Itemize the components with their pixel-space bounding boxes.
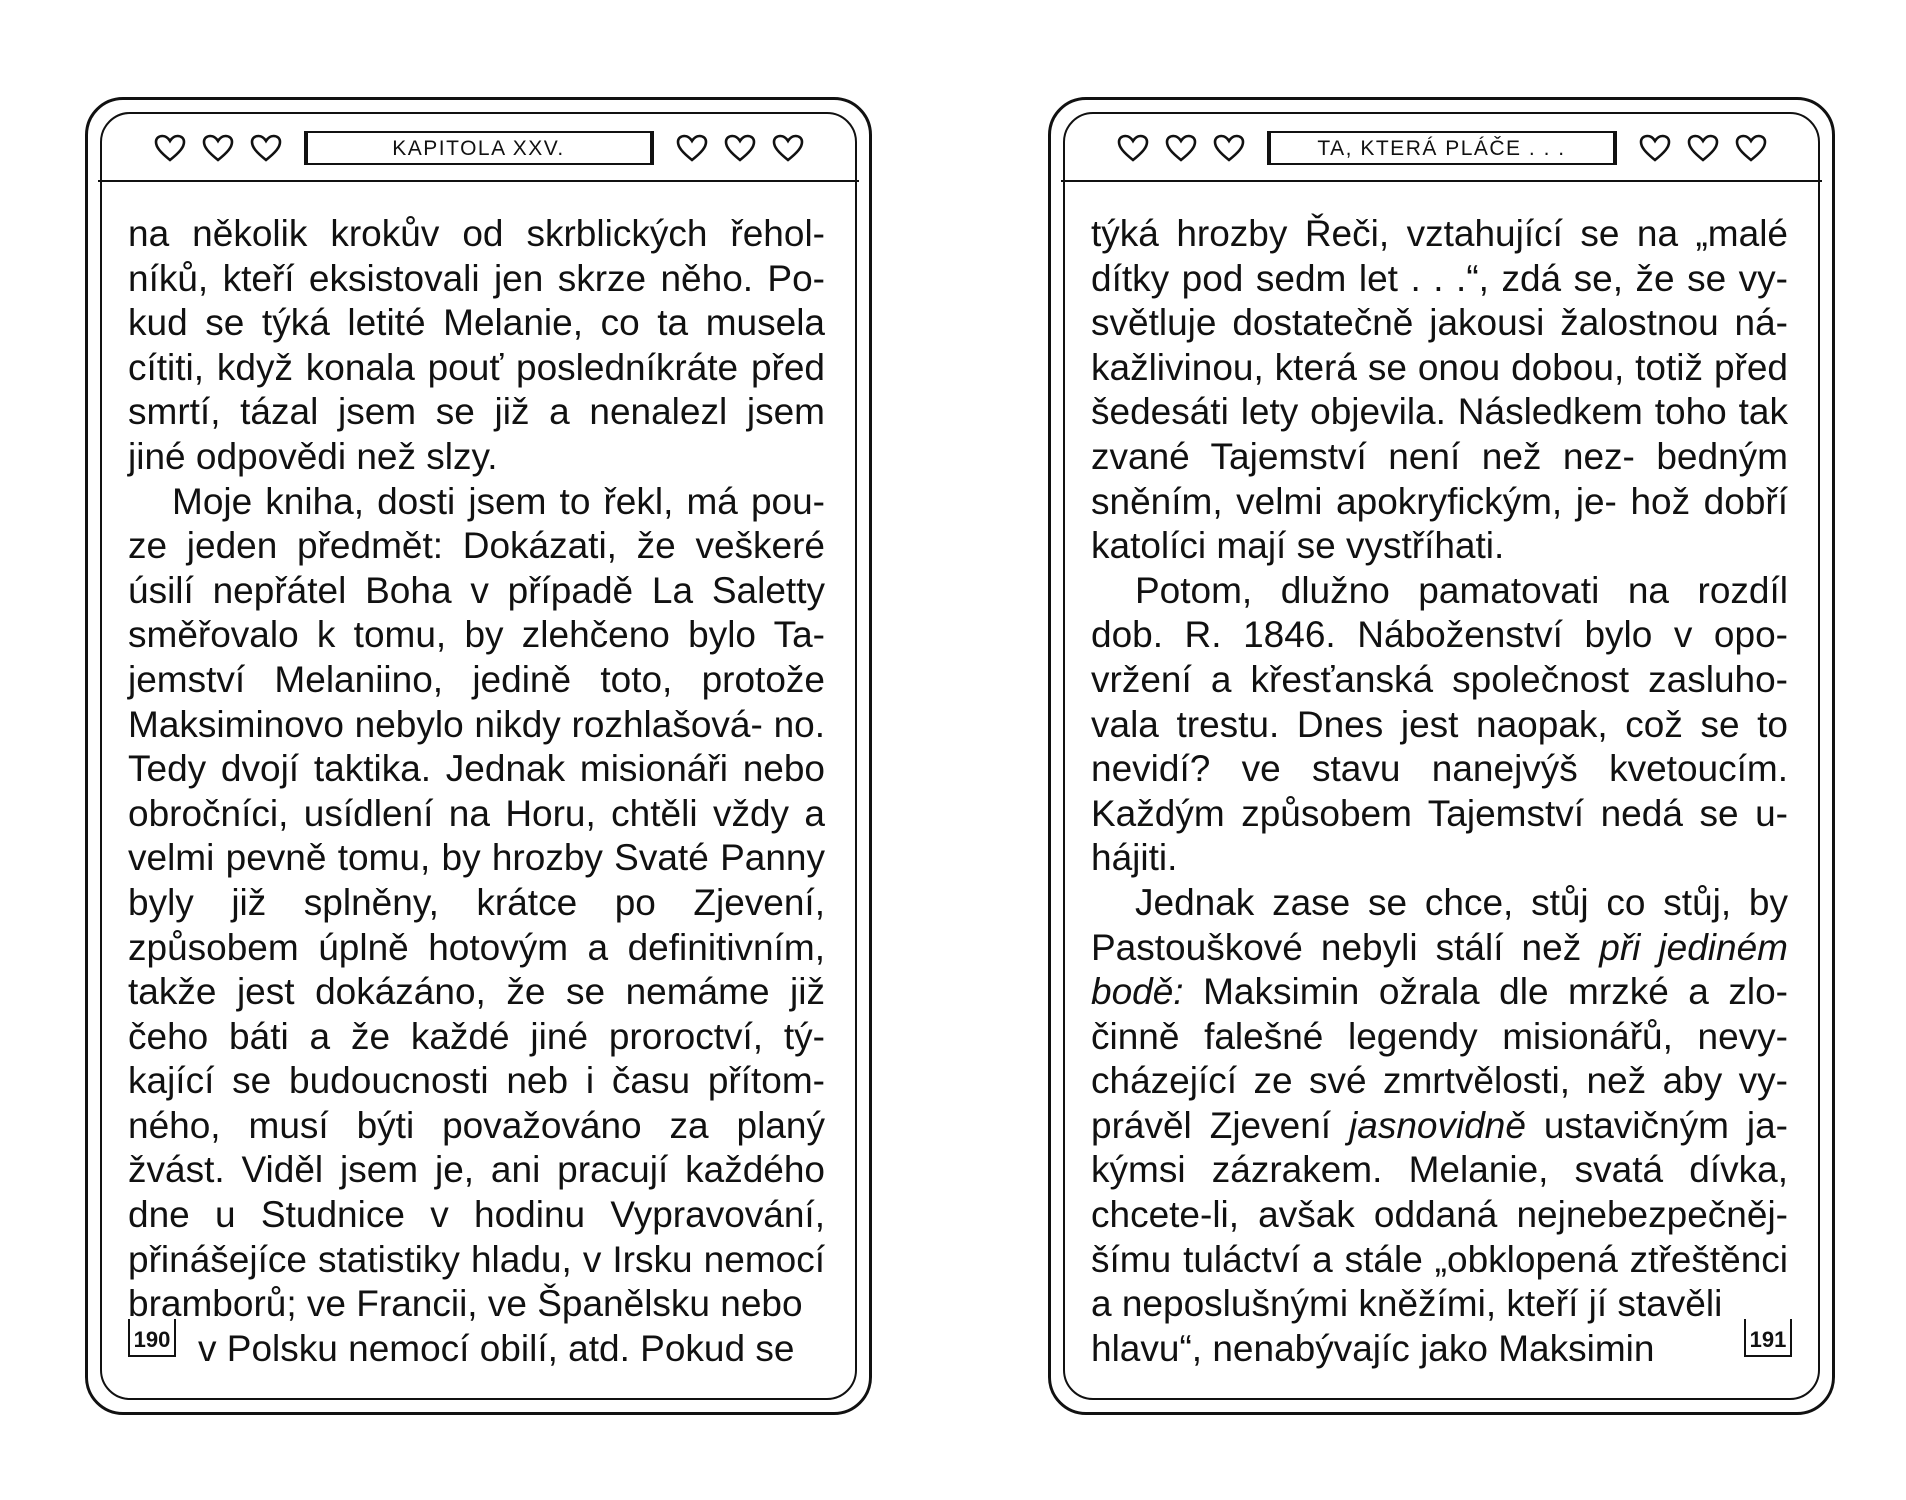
text-line: dítky pod sedm let . . .“, zdá se, že se vy-	[1091, 257, 1788, 299]
text-line: na několik krokův od skrblických řehol-	[128, 213, 825, 254]
heart-icon	[1213, 134, 1245, 162]
text-line: kud se týká letité Melanie, co ta musela	[128, 302, 825, 344]
header-divider	[98, 180, 859, 182]
text-line: Maksimin ožrala dle mrzké a zlo-	[1183, 971, 1788, 1013]
heart-icon	[772, 134, 804, 162]
text-line: Potom, dlužno pamatovati na rozdíl	[1135, 569, 1788, 611]
text-line: vala trestu. Dnes jest naopak, což se to	[1091, 703, 1788, 745]
text-line: šímu tuláctví a stále „obklopená ztřeštěnci	[1091, 1238, 1788, 1280]
text-line: hájiti.	[1091, 837, 1178, 879]
page-header	[88, 118, 869, 178]
text-line: Maksiminovo nebylo nikdy rozhlašová-	[128, 703, 763, 745]
text-line: odpovědi než slzy.	[195, 435, 498, 477]
text-line: světluje dostatečně jakousi žalostnou ná-	[1091, 302, 1788, 344]
hearts-right-group	[676, 134, 804, 162]
hearts-left-group	[1117, 134, 1245, 162]
text-line: hož dobří katolíci mají se vystříhati.	[1091, 480, 1788, 567]
page-left	[85, 97, 872, 1415]
paragraph	[1091, 212, 1788, 569]
text-line: bedným sněním, velmi apokryfickým, je-	[1091, 435, 1788, 522]
heart-icon	[1117, 134, 1149, 162]
body-text	[1091, 212, 1788, 1371]
text-line: kýmsi zázrakem. Melanie, svatá dívka,	[1091, 1149, 1788, 1191]
paragraph-last-line	[1091, 1327, 1788, 1372]
paragraph	[1091, 569, 1788, 881]
text-line: Panny byly již splněny, krátce po Zjevení,	[128, 837, 825, 923]
text-line: vždy a velmi pevně tomu, by hrozby Svaté	[128, 792, 825, 879]
text-line: smrtí, tázal jsem se již a nenalezl jsem jiné	[128, 391, 825, 477]
text-line: dne u Studnice v hodinu Vypravování,	[128, 1194, 825, 1236]
italic-text: bodě:	[1091, 971, 1184, 1013]
text-line: hlavu“, nenabývajíc jako Maksimin	[1091, 1327, 1655, 1369]
body-text	[128, 212, 825, 1371]
text-line: cítiti, když konala pouť posledníkráte před	[128, 346, 825, 388]
text-line: žvást. Viděl jsem je, ani pracují každého	[128, 1149, 825, 1191]
paragraph	[128, 212, 825, 480]
text-line: toho tak zvané Tajemství není než nez-	[1091, 391, 1788, 477]
text-line: směřovalo k tomu, by zlehčeno bylo Ta-	[128, 614, 825, 656]
text-line: Každým způsobem Tajemství nedá se u-	[1091, 792, 1788, 834]
page-number: 190	[128, 1319, 176, 1357]
paragraph	[128, 480, 825, 1327]
page-header	[1051, 118, 1832, 178]
text-line: nebo obročníci, usídlení na Horu, chtěli	[128, 748, 825, 834]
heart-icon	[1687, 134, 1719, 162]
text-line: nevidí? ve stavu nanejvýš kvetoucím.	[1091, 748, 1788, 790]
text-line: vržení a křesťanská společnost zasluho-	[1091, 658, 1788, 700]
text-line: ustavičným ja-	[1525, 1104, 1788, 1146]
italic-text: jasnovidně	[1349, 1104, 1526, 1146]
text-line: právěl Zjevení	[1091, 1104, 1350, 1146]
hearts-right-group	[1639, 134, 1767, 162]
hearts-left-group	[154, 134, 282, 162]
text-line: bramborů; ve Francii, ve Španělsku nebo	[128, 1283, 803, 1325]
heart-icon	[250, 134, 282, 162]
italic-text: při jediném	[1599, 926, 1788, 968]
text-line: ze jeden předmět: Dokázati, že veškeré	[128, 525, 825, 567]
text-line: cházející ze své zmrtvělosti, než aby vy-	[1091, 1060, 1788, 1102]
text-line: Pastouškové nebyli stálí než	[1091, 926, 1600, 968]
text-line: ného, musí býti považováno za planý	[128, 1104, 825, 1146]
header-divider	[1061, 180, 1822, 182]
text-line: a neposlušnými kněžími, kteří jí stavěli	[1091, 1283, 1723, 1325]
text-line: přinášejíce statistiky hladu, v Irsku nemocí	[128, 1238, 825, 1280]
paragraph	[1091, 881, 1788, 1327]
text-line: níků, kteří eksistovali jen skrze něho. Po-	[128, 257, 825, 299]
running-head-title: KAPITOLA XXV.	[304, 131, 654, 165]
text-line: činně falešné legendy misionářů, nevy-	[1091, 1015, 1788, 1057]
page-right	[1048, 97, 1835, 1415]
text-line: dob. R. 1846. Náboženství bylo v opo-	[1091, 614, 1788, 656]
text-line: jemství Melaniino, jedině toto, protože	[128, 658, 825, 700]
text-line: týká hrozby Řeči, vztahující se na „malé	[1091, 213, 1788, 254]
heart-icon	[154, 134, 186, 162]
heart-icon	[202, 134, 234, 162]
text-line: kající se budoucnosti neb i času přítom-	[128, 1060, 825, 1102]
paragraph-last-line	[128, 1327, 825, 1372]
heart-icon	[724, 134, 756, 162]
text-line: kažlivinou, která se onou dobou, totiž	[1091, 346, 1704, 388]
heart-icon	[676, 134, 708, 162]
heart-icon	[1165, 134, 1197, 162]
text-line: před šedesáti lety objevila. Následkem	[1091, 346, 1788, 433]
text-line: Moje kniha, dosti jsem to řekl, má pou-	[172, 480, 825, 522]
running-head-title: TA, KTERÁ PLÁČE . . .	[1267, 131, 1617, 165]
text-line: no. Tedy dvojí taktika. Jednak misionáři	[128, 703, 826, 790]
heart-icon	[1735, 134, 1767, 162]
page-number: 191	[1744, 1319, 1792, 1357]
text-line: v Polsku nemocí obilí, atd. Pokud se	[198, 1327, 795, 1369]
text-line: chcete-li, avšak oddaná nejnebezpečněj-	[1091, 1194, 1788, 1236]
text-line: takže jest dokázáno, že se nemáme již	[128, 971, 825, 1013]
text-line: Jednak zase se chce, stůj co stůj, by	[1135, 881, 1788, 923]
text-line: úsilí nepřátel Boha v případě La Saletty	[128, 569, 825, 611]
text-line: čeho báti a že každé jiné proroctví, tý-	[128, 1015, 825, 1057]
text-line: způsobem úplně hotovým a definitivním,	[128, 926, 825, 968]
heart-icon	[1639, 134, 1671, 162]
